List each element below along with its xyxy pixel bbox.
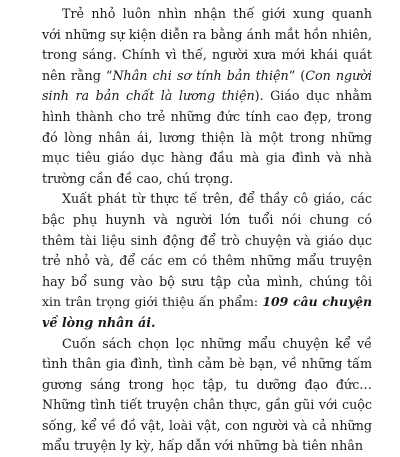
text-run: nên rằng “ [42, 67, 113, 83]
text-run: mục tiêu giáo dục hàng đầu mà gia đình và nhà [42, 150, 372, 166]
paragraph-1-line-3 [42, 45, 372, 66]
paragraph-2-line-2 [42, 210, 372, 231]
text-run: về lòng nhân ái. [42, 314, 156, 330]
paragraph-2-line-6 [42, 292, 372, 313]
text-run: tình thân gia đình, tình cảm bè bạn, về những tấm [42, 356, 372, 372]
text-run: 109 câu chuyện [262, 294, 372, 310]
paragraph-2-line-7 [42, 313, 372, 334]
text-run: trong sáng. Chính vì thế, người xưa mới khái quát [42, 47, 372, 63]
paragraph-1-line-7 [42, 128, 372, 149]
text-run: đó lòng nhân ái, lương thiện là một trong những [42, 129, 372, 145]
text-run: mẩu truyện ly kỳ, hấp dẫn với những bà tiên nhân [42, 438, 364, 454]
paragraph-3-line-2 [42, 354, 372, 375]
paragraph-2-line-3 [42, 231, 372, 252]
text-run: Xuất phát từ thực tế trên, để thầy cô giáo, các [62, 191, 372, 207]
paragraph-1-line-8 [42, 148, 372, 169]
text-run: xin trân trọng giới thiệu ấn phẩm: [42, 294, 263, 310]
paragraph-1-line-1 [42, 4, 372, 25]
text-run: trường cần đề cao, chú trọng. [42, 170, 234, 186]
paragraph-2-line-1 [42, 189, 372, 210]
text-run: Con người [305, 67, 372, 83]
paragraph-3-line-4 [42, 395, 372, 416]
text-run: thêm tài liệu sinh động để trò chuyện và giáo dục [42, 232, 372, 248]
paragraph-1-line-4 [42, 66, 372, 87]
text-run: Trẻ nhỏ luôn nhìn nhận thế giới xung quanh [62, 6, 372, 21]
text-run: Những tình tiết truyện chân thực, gần gũi với cuộc [42, 397, 372, 413]
text-run: sống, kể về đồ vật, loài vật, con người và cả những [42, 417, 372, 433]
paragraph-1-line-9 [42, 169, 372, 190]
paragraph-1-line-5 [42, 86, 372, 107]
paragraph-3-line-3 [42, 375, 372, 396]
text-run: với những sự kiện diễn ra bằng ánh mắt hồn nhiên, [42, 26, 372, 42]
paragraph-1-line-6 [42, 107, 372, 128]
text-run: ). Giáo dục nhằm [254, 88, 372, 104]
text-run: ” ( [288, 67, 306, 83]
text-run: sinh ra bản chất là lương thiện [42, 88, 255, 104]
paragraph-2-line-5 [42, 272, 372, 293]
body-text [42, 4, 372, 457]
text-run: hay bổ sung vào bộ sưu tập của mình, chúng tôi [42, 273, 372, 289]
paragraph-3-line-1 [42, 334, 372, 355]
text-run: hình thành cho trẻ những đức tính cao đẹp, trong [42, 108, 372, 124]
text-run: bậc phụ huynh và người lớn tuổi nói chung có [42, 211, 372, 227]
text-run: Cuốn sách chọn lọc những mẩu chuyện kể về [62, 335, 372, 351]
text-run: Nhân chi sơ tính bản thiện [112, 67, 289, 83]
paragraph-3-line-5 [42, 416, 372, 437]
text-run: trẻ nhỏ và, để các em có thêm những mẩu truyện [42, 253, 372, 269]
paragraph-3-line-6 [42, 436, 372, 457]
paragraph-1-line-2 [42, 25, 372, 46]
text-run: gương sáng trong học tập, tu dưỡng đạo đức… [42, 376, 372, 392]
paragraph-2-line-4 [42, 251, 372, 272]
